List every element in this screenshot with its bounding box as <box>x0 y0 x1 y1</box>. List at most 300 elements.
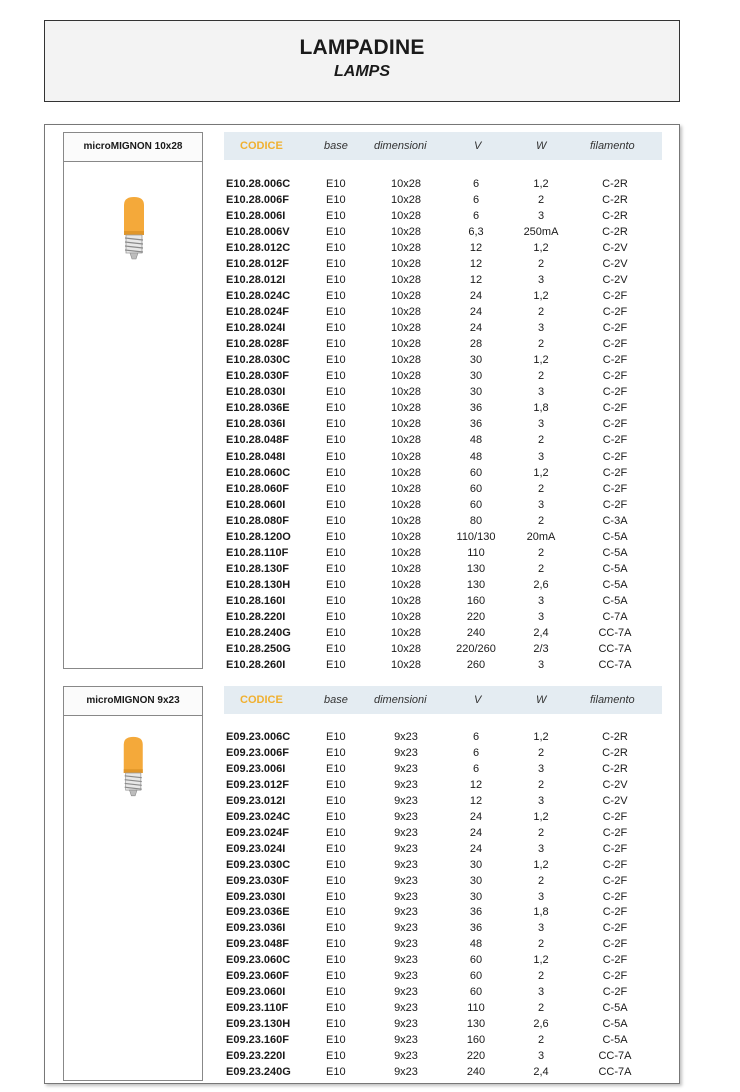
cell-v: 36 <box>469 906 483 919</box>
cell-fil: C-5A <box>602 1034 628 1047</box>
cell-w: 2 <box>537 1034 545 1047</box>
cell-base: E10 <box>326 1034 346 1047</box>
cell-base: E10 <box>326 658 346 671</box>
cell-w: 2 <box>537 874 545 887</box>
cell-base: E10 <box>326 578 346 591</box>
cell-dim: 10x28 <box>391 338 421 351</box>
cell-fil: C-2R <box>602 762 628 775</box>
table-row <box>224 904 664 920</box>
table-row <box>224 352 664 368</box>
cell-dim: 10x28 <box>391 418 421 431</box>
table-row <box>224 825 664 841</box>
cell-w: 3 <box>537 274 545 287</box>
cell-code: E10.28.060C <box>226 466 291 479</box>
cell-fil: C-2R <box>602 194 628 207</box>
cell-base: E10 <box>326 890 346 903</box>
cell-v: 48 <box>469 434 483 447</box>
table-header <box>224 686 662 714</box>
cell-v: 24 <box>469 322 483 335</box>
cell-fil: CC-7A <box>598 1050 632 1062</box>
lamp-illustration <box>119 195 149 268</box>
cell-v: 6 <box>472 210 480 223</box>
cell-base: E10 <box>326 922 346 935</box>
cell-dim: 10x28 <box>391 226 421 239</box>
column-header-code: CODICE <box>240 694 283 706</box>
cell-dim: 10x28 <box>391 594 421 607</box>
cell-base: E10 <box>326 731 346 743</box>
cell-v: 60 <box>469 482 483 495</box>
cell-base: E10 <box>326 290 346 303</box>
page-header <box>44 20 680 102</box>
cell-dim: 10x28 <box>391 658 421 671</box>
cell-fil: C-5A <box>602 1002 628 1015</box>
cell-base: E10 <box>326 938 346 951</box>
cell-code: E09.23.240G <box>226 1065 291 1078</box>
cell-w: 250mA <box>523 226 559 239</box>
cell-w: 1,2 <box>533 954 549 967</box>
cell-v: 220 <box>466 610 486 623</box>
table-row <box>224 304 664 320</box>
cell-code: E10.28.048I <box>226 450 286 463</box>
cell-code: E10.28.160I <box>226 594 286 607</box>
table-row <box>224 936 664 952</box>
table-row <box>224 841 664 857</box>
cell-dim: 10x28 <box>391 354 421 367</box>
table-row <box>224 545 664 561</box>
cell-code: E10.28.006C <box>226 178 291 190</box>
cell-w: 3 <box>537 794 545 807</box>
cell-code: E10.28.024C <box>226 290 291 303</box>
cell-base: E10 <box>326 546 346 559</box>
cell-w: 2 <box>537 746 545 759</box>
cell-dim: 10x28 <box>391 178 421 190</box>
cell-fil: C-2F <box>602 418 628 431</box>
cell-v: 110 <box>467 1002 485 1015</box>
cell-v: 240 <box>466 1065 486 1078</box>
cell-base: E10 <box>326 794 346 807</box>
cell-dim: 9x23 <box>394 858 418 871</box>
cell-fil: C-2R <box>602 178 628 190</box>
cell-v: 110/130 <box>456 530 496 543</box>
table-row <box>224 208 664 224</box>
cell-base: E10 <box>326 498 346 511</box>
cell-code: E10.28.006F <box>226 194 289 207</box>
table-row <box>224 336 664 352</box>
cell-code: E10.28.080F <box>226 514 289 527</box>
table-row <box>224 809 664 825</box>
cell-fil: C-2F <box>602 386 628 399</box>
cell-w: 3 <box>537 1050 545 1062</box>
cell-w: 2,6 <box>533 578 549 591</box>
cell-w: 2 <box>537 1002 545 1015</box>
column-header-dim: dimensioni <box>374 140 427 152</box>
cell-code: E10.28.130H <box>226 578 291 591</box>
cell-dim: 10x28 <box>391 370 421 383</box>
cell-fil: C-2F <box>602 354 628 367</box>
cell-fil: C-2V <box>602 778 628 791</box>
cell-code: E10.28.028F <box>226 338 289 351</box>
cell-w: 3 <box>537 498 545 511</box>
cell-fil: C-2F <box>602 402 628 415</box>
cell-dim: 9x23 <box>394 762 418 775</box>
cell-code: E09.23.036I <box>226 922 286 935</box>
cell-fil: C-2F <box>602 874 628 887</box>
table-row <box>224 577 664 593</box>
cell-fil: C-2F <box>602 906 628 919</box>
cell-fil: C-2V <box>602 242 628 255</box>
cell-w: 3 <box>537 922 545 935</box>
cell-base: E10 <box>326 402 346 415</box>
cell-w: 2 <box>537 778 545 791</box>
cell-base: E10 <box>326 858 346 871</box>
table-row <box>224 889 664 905</box>
cell-base: E10 <box>326 354 346 367</box>
cell-v: 60 <box>469 986 483 999</box>
page-subtitle: LAMPS <box>334 63 390 80</box>
cell-code: E09.23.012I <box>226 794 286 807</box>
cell-dim: 9x23 <box>394 842 418 855</box>
cell-fil: C-2F <box>602 306 628 319</box>
cell-fil: C-2F <box>602 810 628 823</box>
cell-code: E10.28.036E <box>226 402 290 415</box>
cell-code: E09.23.024I <box>226 842 286 855</box>
cell-base: E10 <box>326 210 346 223</box>
cell-fil: C-2R <box>602 226 628 239</box>
cell-code: E10.28.260I <box>226 658 286 671</box>
cell-base: E10 <box>326 562 346 575</box>
cell-w: 2 <box>537 826 545 839</box>
cell-base: E10 <box>326 986 346 999</box>
cell-w: 2 <box>537 434 545 447</box>
table-row <box>224 449 664 465</box>
cell-base: E10 <box>326 778 346 791</box>
table-row <box>224 920 664 936</box>
cell-base: E10 <box>326 762 346 775</box>
table-row <box>224 641 664 657</box>
cell-w: 3 <box>537 322 545 335</box>
cell-base: E10 <box>326 450 346 463</box>
cell-dim: 10x28 <box>391 530 421 543</box>
cell-w: 3 <box>537 450 545 463</box>
cell-base: E10 <box>326 242 346 255</box>
lamp-illustration <box>119 735 148 805</box>
cell-fil: C-5A <box>602 578 628 591</box>
cell-code: E10.28.060F <box>226 482 289 495</box>
cell-v: 80 <box>469 514 483 527</box>
cell-v: 60 <box>469 466 483 479</box>
cell-fil: C-2R <box>602 210 628 223</box>
cell-base: E10 <box>326 418 346 431</box>
table-row <box>224 561 664 577</box>
cell-dim: 10x28 <box>391 578 421 591</box>
cell-fil: C-2F <box>602 322 628 335</box>
cell-base: E10 <box>326 370 346 383</box>
cell-w: 3 <box>537 594 545 607</box>
cell-v: 130 <box>466 1018 486 1031</box>
cell-w: 3 <box>537 610 545 623</box>
table-row <box>224 224 664 240</box>
table-row <box>224 320 664 336</box>
column-header-w: W <box>536 140 547 152</box>
cell-dim: 10x28 <box>391 274 421 287</box>
cell-base: E10 <box>326 610 346 623</box>
cell-w: 2 <box>537 938 545 951</box>
cell-fil: C-2F <box>602 890 628 903</box>
cell-base: E10 <box>326 906 346 919</box>
cell-code: E09.23.160F <box>226 1034 289 1047</box>
table-row <box>224 416 664 432</box>
cell-dim: 10x28 <box>391 306 421 319</box>
cell-code: E10.28.120O <box>226 530 291 543</box>
cell-w: 1,2 <box>533 178 549 190</box>
cell-v: 48 <box>469 450 483 463</box>
cell-dim: 9x23 <box>394 986 418 999</box>
cell-v: 24 <box>469 842 483 855</box>
table-row <box>224 497 664 513</box>
cell-code: E09.23.048F <box>226 938 289 951</box>
column-header-base: base <box>324 694 348 706</box>
cell-dim: 10x28 <box>391 482 421 495</box>
table-row <box>224 1000 664 1016</box>
cell-code: E10.28.012F <box>226 258 289 271</box>
table-row <box>224 609 664 625</box>
cell-fil: C-2V <box>602 794 628 807</box>
cell-code: E09.23.130H <box>226 1018 291 1031</box>
cell-fil: C-2F <box>602 938 628 951</box>
table-row <box>224 240 664 256</box>
table-row <box>224 793 664 809</box>
column-header-v: V <box>474 140 482 152</box>
cell-w: 1,8 <box>533 402 549 415</box>
cell-w: 1,2 <box>533 858 549 871</box>
cell-w: 1,8 <box>533 906 549 919</box>
cell-v: 12 <box>469 794 483 807</box>
cell-dim: 9x23 <box>394 810 418 823</box>
cell-w: 3 <box>537 386 545 399</box>
table-row <box>224 368 664 384</box>
cell-base: E10 <box>326 1002 346 1015</box>
cell-v: 24 <box>469 306 483 319</box>
cell-base: E10 <box>326 322 346 335</box>
table-row <box>224 192 664 208</box>
cell-code: E09.23.060C <box>226 954 291 967</box>
cell-base: E10 <box>326 746 346 759</box>
column-header-w: W <box>536 694 547 706</box>
cell-w: 2 <box>537 546 545 559</box>
cell-code: E09.23.220I <box>226 1050 286 1062</box>
table-row <box>224 984 664 1000</box>
cell-fil: C-2F <box>602 498 628 511</box>
cell-w: 2 <box>537 482 545 495</box>
cell-v: 24 <box>469 826 483 839</box>
cell-fil: CC-7A <box>598 642 632 655</box>
table-row <box>224 1048 664 1064</box>
cell-base: E10 <box>326 338 346 351</box>
cell-w: 3 <box>537 762 545 775</box>
cell-w: 3 <box>537 986 545 999</box>
cell-v: 130 <box>466 562 486 575</box>
cell-fil: C-2F <box>602 826 628 839</box>
cell-code: E09.23.006C <box>226 731 291 743</box>
cell-dim: 9x23 <box>394 794 418 807</box>
cell-code: E09.23.006F <box>226 746 289 759</box>
table-row <box>224 1032 664 1048</box>
cell-base: E10 <box>326 482 346 495</box>
cell-code: E09.23.030F <box>226 874 289 887</box>
column-header-fil: filamento <box>590 694 635 706</box>
cell-dim: 10x28 <box>391 258 421 271</box>
cell-code: E10.28.006V <box>226 226 290 239</box>
cell-w: 2 <box>537 370 545 383</box>
cell-base: E10 <box>326 274 346 287</box>
cell-w: 2,4 <box>533 1065 549 1078</box>
cell-v: 6 <box>472 762 480 775</box>
cell-code: E09.23.060I <box>226 986 286 999</box>
cell-base: E10 <box>326 178 346 190</box>
cell-base: E10 <box>326 530 346 543</box>
cell-code: E09.23.110F <box>226 1002 289 1015</box>
cell-fil: C-2R <box>602 746 628 759</box>
cell-code: E10.28.024I <box>226 322 286 335</box>
column-header-dim: dimensioni <box>374 694 427 706</box>
table-row <box>224 761 664 777</box>
cell-v: 30 <box>469 858 483 871</box>
cell-fil: C-2F <box>602 450 628 463</box>
lamp-bulb-icon <box>119 195 149 263</box>
cell-w: 2 <box>537 258 545 271</box>
cell-v: 6 <box>472 178 480 190</box>
cell-w: 20mA <box>526 530 556 543</box>
cell-fil: C-2F <box>602 338 628 351</box>
cell-dim: 10x28 <box>391 322 421 335</box>
cell-v: 160 <box>466 1034 486 1047</box>
cell-base: E10 <box>326 1065 346 1078</box>
cell-dim: 10x28 <box>391 210 421 223</box>
cell-base: E10 <box>326 594 346 607</box>
cell-v: 12 <box>469 778 483 791</box>
cell-v: 30 <box>469 874 483 887</box>
lamp-bulb-icon <box>119 735 148 800</box>
table-row <box>224 256 664 272</box>
section-title: microMIGNON 10x28 <box>64 133 202 162</box>
cell-dim: 9x23 <box>394 954 418 967</box>
table-row <box>224 384 664 400</box>
cell-code: E10.28.250G <box>226 642 291 655</box>
cell-code: E09.23.036E <box>226 906 290 919</box>
cell-dim: 9x23 <box>394 778 418 791</box>
cell-v: 240 <box>466 626 486 639</box>
cell-v: 6,3 <box>468 226 484 239</box>
cell-v: 24 <box>469 810 483 823</box>
cell-base: E10 <box>326 954 346 967</box>
cell-v: 30 <box>469 370 483 383</box>
cell-dim: 10x28 <box>391 290 421 303</box>
cell-base: E10 <box>326 842 346 855</box>
cell-fil: C-2F <box>602 290 628 303</box>
cell-code: E10.28.130F <box>226 562 289 575</box>
table-row <box>224 745 664 761</box>
cell-dim: 9x23 <box>394 731 418 743</box>
cell-fil: C-2F <box>602 970 628 983</box>
cell-code: E09.23.060F <box>226 970 289 983</box>
table-row <box>224 1064 664 1080</box>
cell-base: E10 <box>326 306 346 319</box>
cell-base: E10 <box>326 642 346 655</box>
cell-w: 1,2 <box>533 290 549 303</box>
cell-w: 2,4 <box>533 626 549 639</box>
cell-v: 12 <box>469 258 483 271</box>
cell-fil: C-2F <box>602 434 628 447</box>
column-header-v: V <box>474 694 482 706</box>
cell-code: E10.28.030C <box>226 354 291 367</box>
cell-code: E09.23.024C <box>226 810 291 823</box>
cell-dim: 9x23 <box>394 1018 418 1031</box>
cell-w: 1,2 <box>533 731 549 743</box>
cell-fil: C-2V <box>602 274 628 287</box>
cell-code: E09.23.024F <box>226 826 289 839</box>
table-row <box>224 952 664 968</box>
cell-v: 60 <box>469 498 483 511</box>
cell-w: 1,2 <box>533 242 549 255</box>
cell-fil: C-2V <box>602 258 628 271</box>
cell-fil: CC-7A <box>598 1065 632 1078</box>
cell-base: E10 <box>326 1018 346 1031</box>
section-title: microMIGNON 9x23 <box>64 687 202 716</box>
cell-code: E10.28.110F <box>226 546 289 559</box>
cell-fil: CC-7A <box>598 658 632 671</box>
cell-v: 220 <box>466 1050 486 1062</box>
cell-base: E10 <box>326 226 346 239</box>
table-row <box>224 432 664 448</box>
cell-v: 12 <box>469 274 483 287</box>
cell-fil: C-2F <box>602 954 628 967</box>
table-row <box>224 272 664 288</box>
cell-dim: 10x28 <box>391 642 421 655</box>
table-row <box>224 513 664 529</box>
cell-w: 2 <box>537 194 545 207</box>
cell-v: 12 <box>469 242 483 255</box>
cell-dim: 9x23 <box>394 1065 418 1078</box>
table-header <box>224 132 662 160</box>
cell-code: E10.28.030F <box>226 370 289 383</box>
cell-code: E10.28.220I <box>226 610 286 623</box>
cell-w: 2/3 <box>533 642 549 655</box>
cell-w: 1,2 <box>533 466 549 479</box>
cell-code: E10.28.030I <box>226 386 286 399</box>
cell-dim: 10x28 <box>391 386 421 399</box>
cell-dim: 10x28 <box>391 546 421 559</box>
cell-v: 60 <box>469 970 483 983</box>
cell-fil: C-7A <box>602 610 628 623</box>
cell-code: E09.23.012F <box>226 778 289 791</box>
cell-base: E10 <box>326 826 346 839</box>
cell-fil: C-2F <box>602 922 628 935</box>
table-row <box>224 288 664 304</box>
table-row <box>224 465 664 481</box>
column-header-code: CODICE <box>240 140 283 152</box>
cell-code: E09.23.030C <box>226 858 291 871</box>
cell-w: 3 <box>537 210 545 223</box>
table-row <box>224 400 664 416</box>
cell-dim: 9x23 <box>394 1050 418 1062</box>
cell-code: E09.23.006I <box>226 762 286 775</box>
table-row <box>224 481 664 497</box>
cell-v: 6 <box>472 194 480 207</box>
table-row <box>224 529 664 545</box>
cell-v: 160 <box>466 594 486 607</box>
cell-base: E10 <box>326 514 346 527</box>
cell-code: E10.28.024F <box>226 306 289 319</box>
